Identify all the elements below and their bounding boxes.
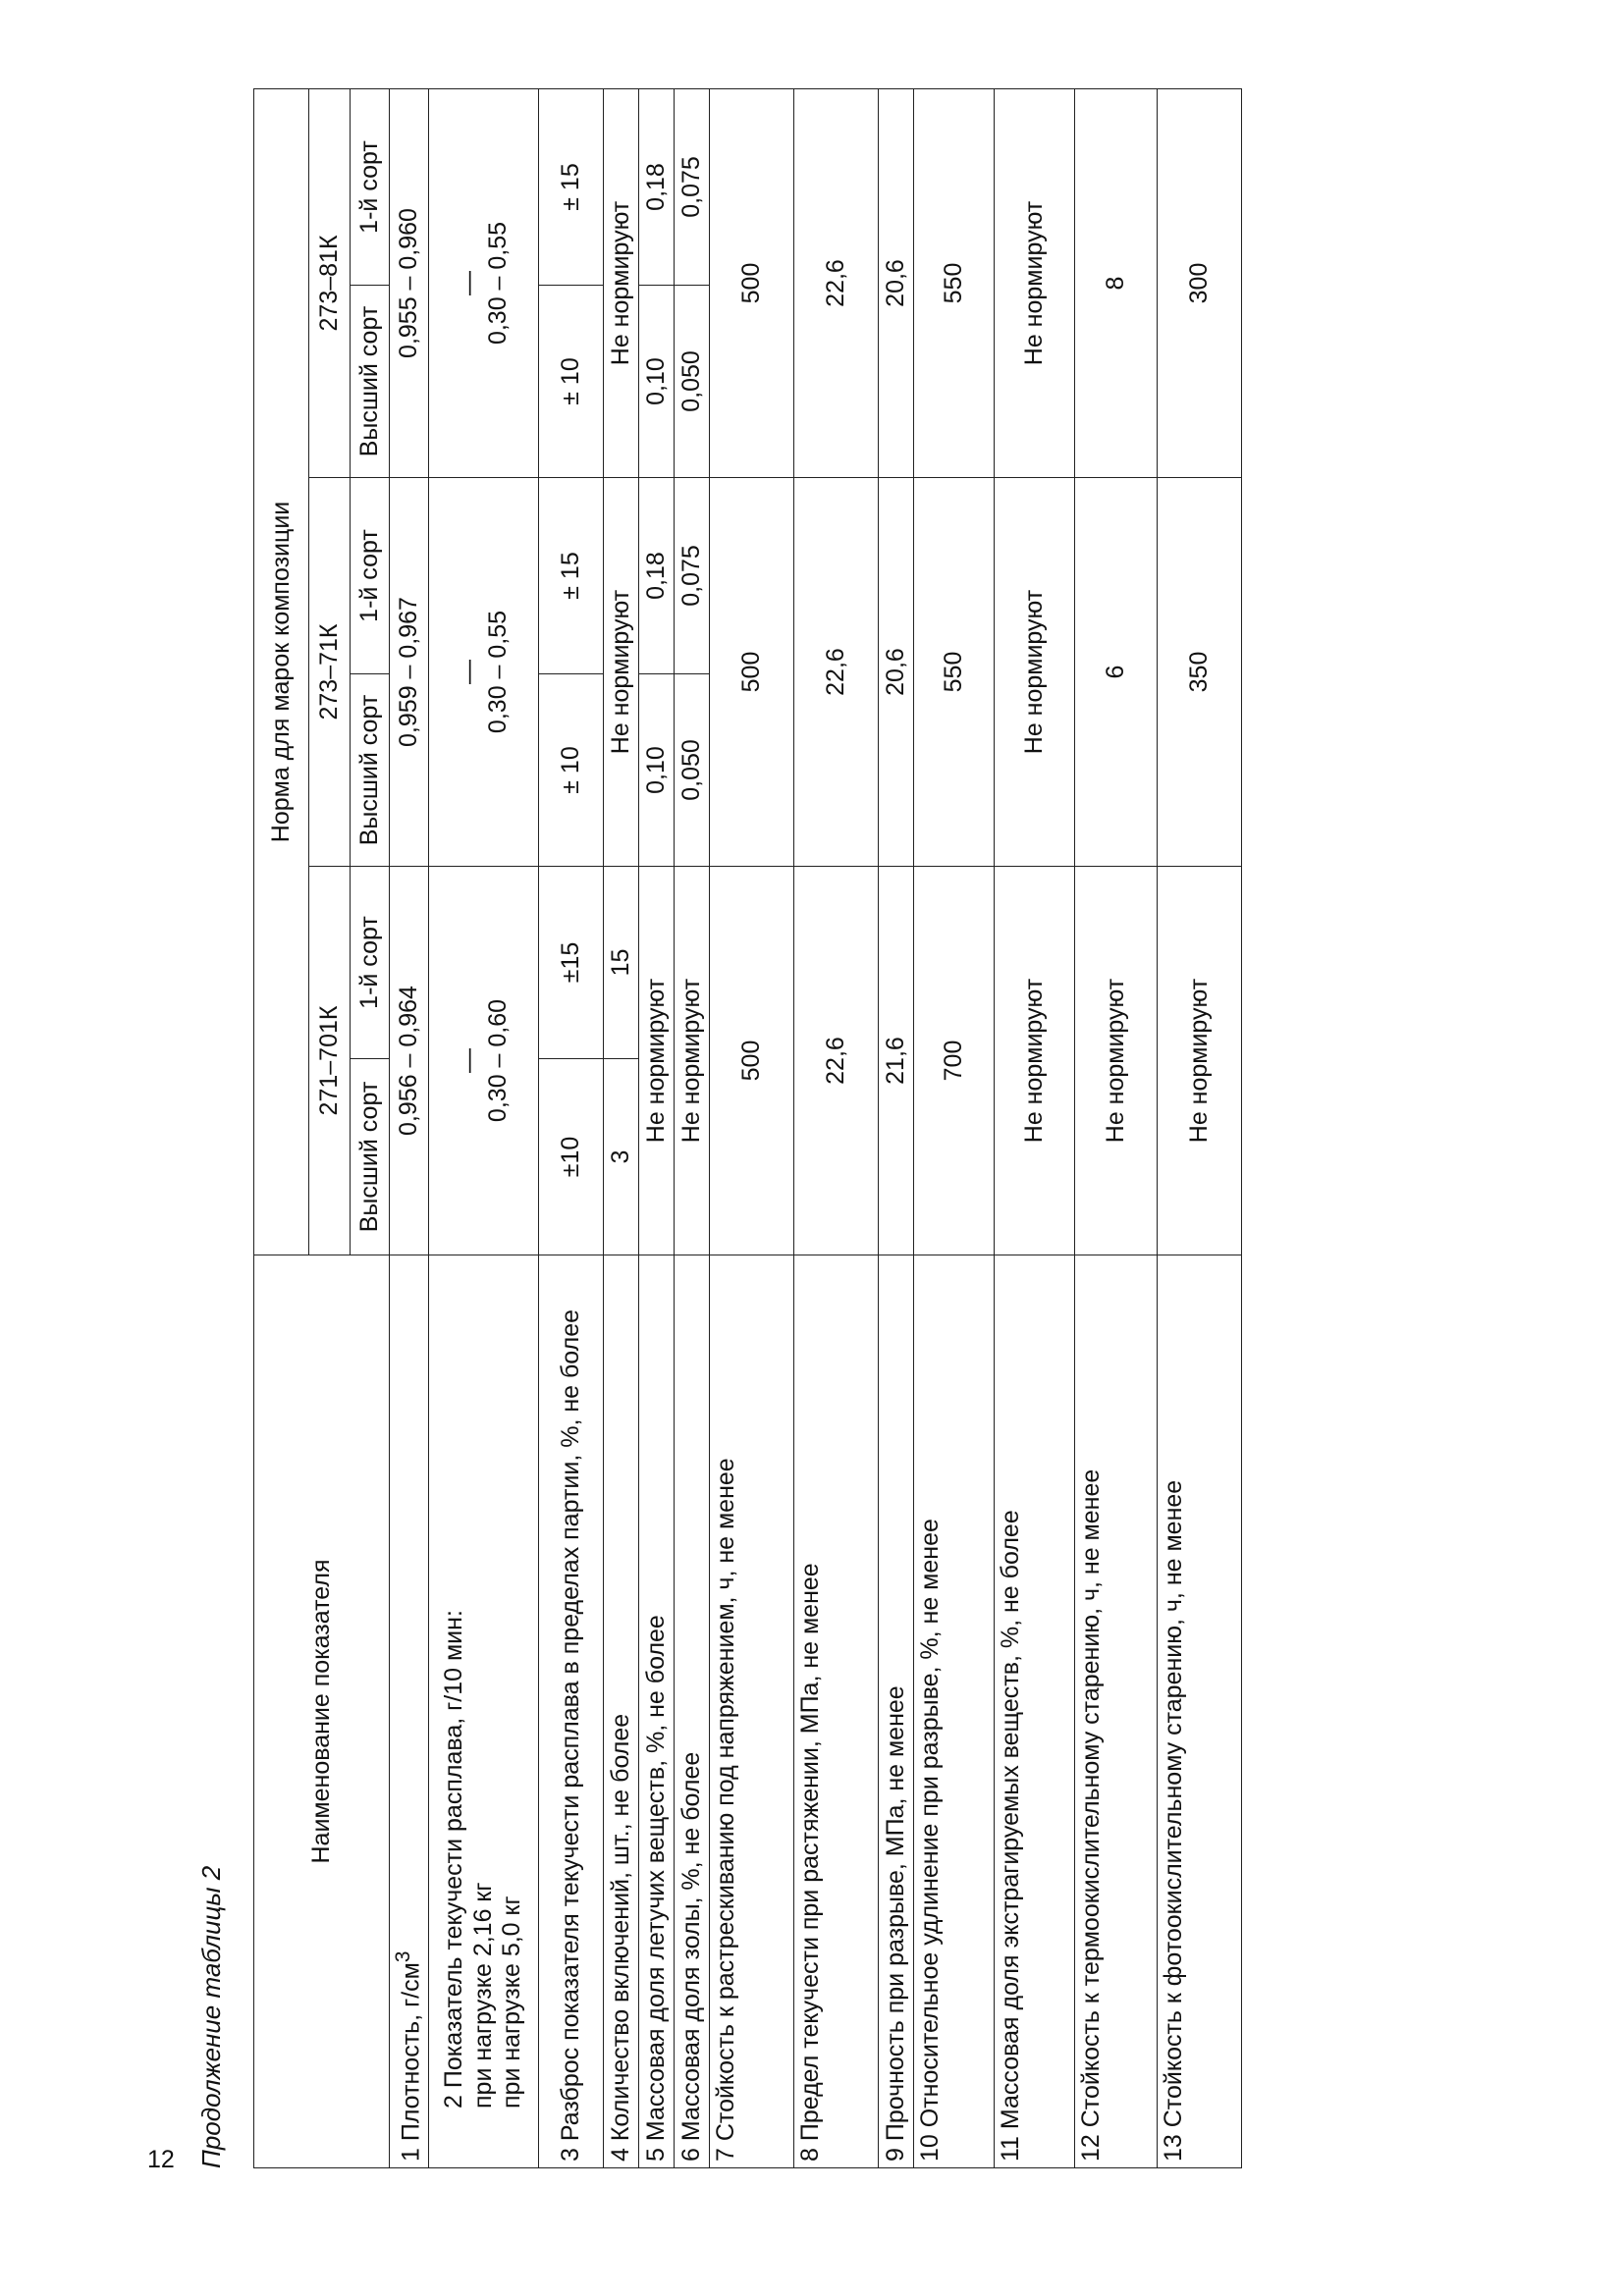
header-grade-1: 271–701К (309, 867, 351, 1255)
cell-value: Не нормируют (604, 478, 639, 867)
table-row (675, 88, 710, 2167)
cell-value: 8 (1075, 88, 1158, 477)
row-name: 5 Массовая доля летучих веществ, %, не более (639, 1255, 675, 2168)
table-caption: Продолжение таблицы 2 (196, 1865, 226, 2168)
cell-value: 22,6 (794, 88, 879, 477)
row-name: 3 Разброс показателя текучести расплава в пределах партии, %, не более (539, 1255, 604, 2168)
row-name: 10 Относительное удлинение при разрыве, %, не менее (914, 1255, 995, 2168)
cell-value: 22,6 (794, 478, 879, 867)
cell-value: 500 (710, 88, 794, 477)
cell-value: 550 (914, 88, 995, 477)
cell-value: 15 (604, 867, 639, 1059)
cell-value: ± 15 (539, 478, 604, 674)
cell-value: 550 (914, 478, 995, 867)
cell-value: Не нормируют (639, 867, 675, 1255)
cell-value: Не нормируют (1075, 867, 1158, 1255)
row-name: 8 Предел текучести при растяжении, МПа, не менее (794, 1255, 879, 2168)
page-number: 12 (147, 2146, 175, 2173)
table-row (604, 88, 639, 2167)
header-sort-top: Высший сорт (351, 286, 390, 478)
row-name: 6 Массовая доля золы, %, не более (675, 1255, 710, 2168)
cell-value: Не нормируют (995, 88, 1075, 477)
header-sort-top: Высший сорт (351, 1059, 390, 1255)
cell-value: 0,959 – 0,967 (390, 478, 429, 867)
table-row (794, 88, 879, 2167)
table-row (639, 88, 675, 2167)
cell-value: 6 (1075, 478, 1158, 867)
cell-value: ± 10 (539, 674, 604, 867)
table-row (1075, 88, 1158, 2167)
cell-value: ± 10 (539, 286, 604, 478)
cell-value: ± 15 (539, 88, 604, 285)
row-name: 11 Массовая доля экстрагируемых веществ, %, не более (995, 1255, 1075, 2168)
cell-value: 0,10 (639, 674, 675, 867)
header-grade-2: 273–71К (309, 478, 351, 867)
cell-value: 21,6 (879, 867, 914, 1255)
header-group: Норма для марок композиции (254, 88, 309, 1255)
table-row (429, 88, 539, 2167)
table-row (710, 88, 794, 2167)
cell-value: 0,050 (675, 674, 710, 867)
cell-value: ±15 (539, 867, 604, 1059)
header-grade-3: 273–81К (309, 88, 351, 477)
row-name: 9 Прочность при разрыве, МПа, не менее (879, 1255, 914, 2168)
cell-value: 0,075 (675, 478, 710, 674)
row-name: 7 Стойкость к растрескиванию под напряжением, ч, не менее (710, 1255, 794, 2168)
row-name: 4 Количество включений, шт., не более (604, 1255, 639, 2168)
table-row (1158, 88, 1242, 2167)
table-row (879, 88, 914, 2167)
cell-value: 0,18 (639, 478, 675, 674)
cell-value: ±10 (539, 1059, 604, 1255)
cell-value: — 0,30 – 0,55 (429, 478, 539, 867)
cell-value: 500 (710, 867, 794, 1255)
cell-value: 0,955 – 0,960 (390, 88, 429, 477)
header-sort-first: 1-й сорт (351, 867, 390, 1059)
cell-value: 20,6 (879, 478, 914, 867)
table-row (995, 88, 1075, 2167)
cell-value: Не нормируют (1158, 867, 1242, 1255)
cell-value: 20,6 (879, 88, 914, 477)
cell-value: — 0,30 – 0,55 (429, 88, 539, 477)
table-row (539, 88, 604, 2167)
cell-value: 22,6 (794, 867, 879, 1255)
cell-value: 0,18 (639, 88, 675, 285)
cell-value: Не нормируют (995, 867, 1075, 1255)
cell-value: 300 (1158, 88, 1242, 477)
cell-value: 0,956 – 0,964 (390, 867, 429, 1255)
cell-value: 0,050 (675, 286, 710, 478)
cell-value: Не нормируют (604, 88, 639, 477)
cell-value: 500 (710, 478, 794, 867)
cell-value: Не нормируют (675, 867, 710, 1255)
cell-value: 0,10 (639, 286, 675, 478)
table-row (390, 88, 429, 2167)
cell-value: — 0,30 – 0,60 (429, 867, 539, 1255)
table-row (914, 88, 995, 2167)
cell-value: 700 (914, 867, 995, 1255)
cell-value: 3 (604, 1059, 639, 1255)
row-name: 13 Стойкость к фотоокислительному старению, ч, не менее (1158, 1255, 1242, 2168)
header-sort-first: 1-й сорт (351, 88, 390, 285)
spec-table (253, 88, 1242, 2168)
cell-value: 0,075 (675, 88, 710, 285)
row-name: 12 Стойкость к термоокислительному старению, ч, не менее (1075, 1255, 1158, 2168)
row-name: 2 Показатель текучести расплава, г/10 мин: при нагрузке 2,16 кг при нагрузке 5,0 кг (429, 1255, 539, 2168)
row-name: 1 Плотность, $г/см^3$ (390, 1255, 429, 2168)
cell-value: 350 (1158, 478, 1242, 867)
header-param: Наименование показателя (254, 1255, 390, 2168)
header-sort-top: Высший сорт (351, 674, 390, 867)
cell-value: Не нормируют (995, 478, 1075, 867)
header-sort-first: 1-й сорт (351, 478, 390, 674)
